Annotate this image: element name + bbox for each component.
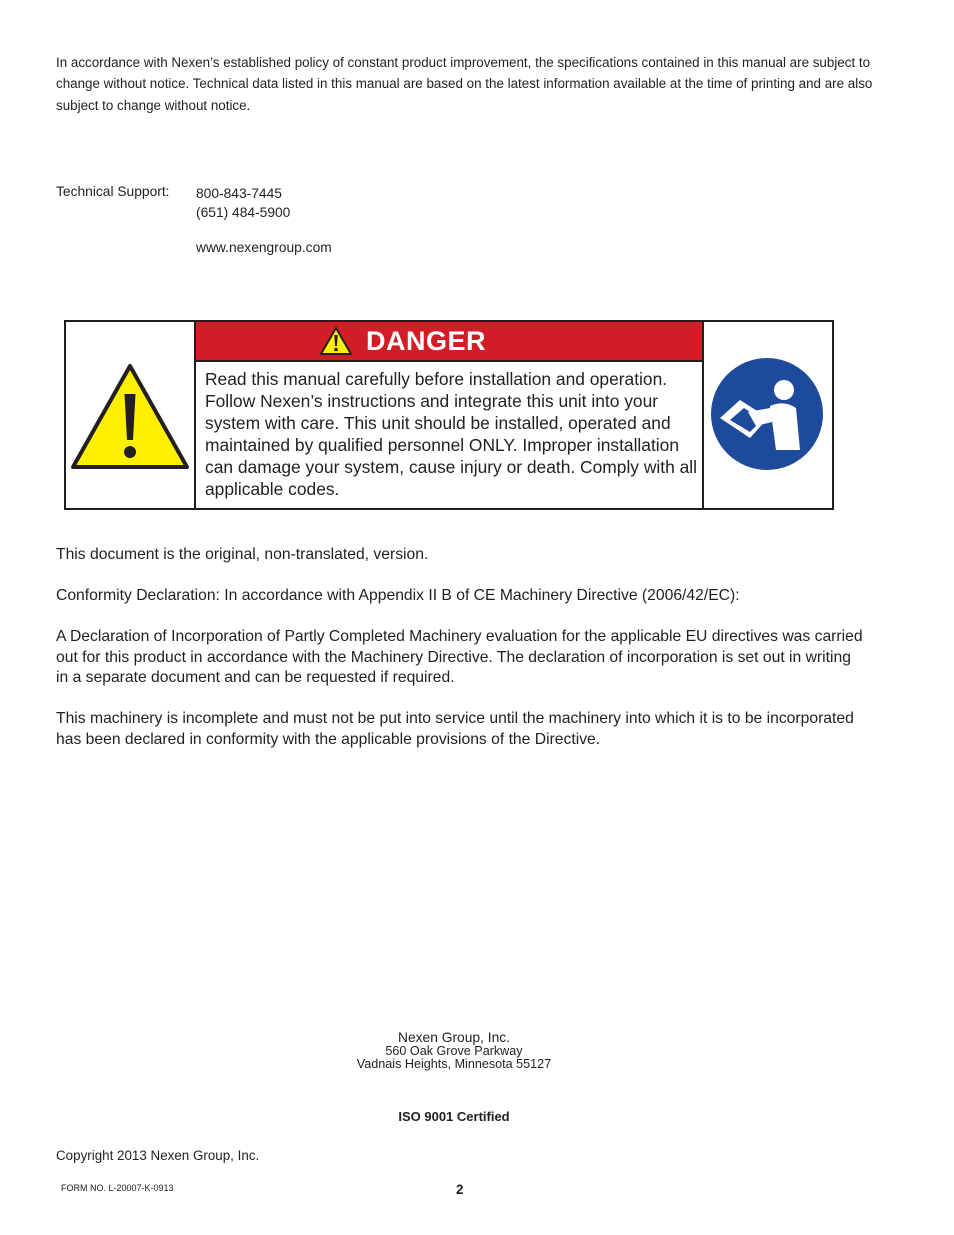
incomplete-machinery-note: This machinery is incomplete and must not be put into service until the machinery into which it is to be incorporated has been declared in conformity with the applicable provisions of the Directive. [56,710,854,748]
page-number: 2 [456,1182,464,1197]
declaration-of-incorporation: A Declaration of Incorporation of Partly Completed Machinery evaluation for the applicable EU directives was carried out for this product in accordance with the Machinery Directive. The declaration of incorporation is set out in writing in a separate document and can be requested if required. [56,628,863,687]
support-phone-tollfree: 800-843-7445 [196,186,282,201]
company-name: Nexen Group, Inc. [398,1030,510,1045]
address-line-1: 560 Oak Grove Parkway [385,1044,523,1058]
warning-small-icon [319,326,353,356]
danger-title: DANGER [366,326,487,356]
copyright-notice: Copyright 2013 Nexen Group, Inc. [56,1148,260,1163]
danger-left-cell [66,322,196,508]
warning-triangle-icon [66,322,194,508]
technical-support-phones [196,184,290,222]
danger-header [196,322,702,362]
disclaimer-text: In accordance with Nexen’s established policy of constant product improvement, the specifications contained in this manual are subject to change without notice. Technical data listed in this manual are based on the latest information available at the time of printing and are also subject to change without notice. [56,55,873,113]
form-number: FORM NO. L-20007-K-0913 [61,1183,174,1193]
danger-warning-box [64,320,834,510]
technical-support-label: Technical Support: [56,184,170,199]
original-version-note: This document is the original, non-translated, version. [56,546,429,563]
danger-message-cell [196,322,702,508]
read-manual-icon [704,322,834,508]
company-address [250,1045,658,1072]
address-line-2: Vadnais Heights, Minnesota 55127 [356,1057,552,1072]
iso-certification: ISO 9001 Certified [398,1109,510,1124]
danger-message: Read this manual carefully before installation and operation. Follow Nexen’s instructions and integrate this unit into your system with care. This unit should be installed, operated and maintained by qualified personnel ONLY. Improper installation can damage your system, cause injury or death. Comply with all applicable codes. [205,369,697,500]
support-phone-local: (651) 484-5900 [196,205,291,220]
support-website: www.nexengroup.com [196,240,332,255]
conformity-declaration: Conformity Declaration: In accordance with Appendix II B of CE Machinery Directive (2006/42/EC): [56,587,740,604]
danger-right-cell [702,322,834,508]
